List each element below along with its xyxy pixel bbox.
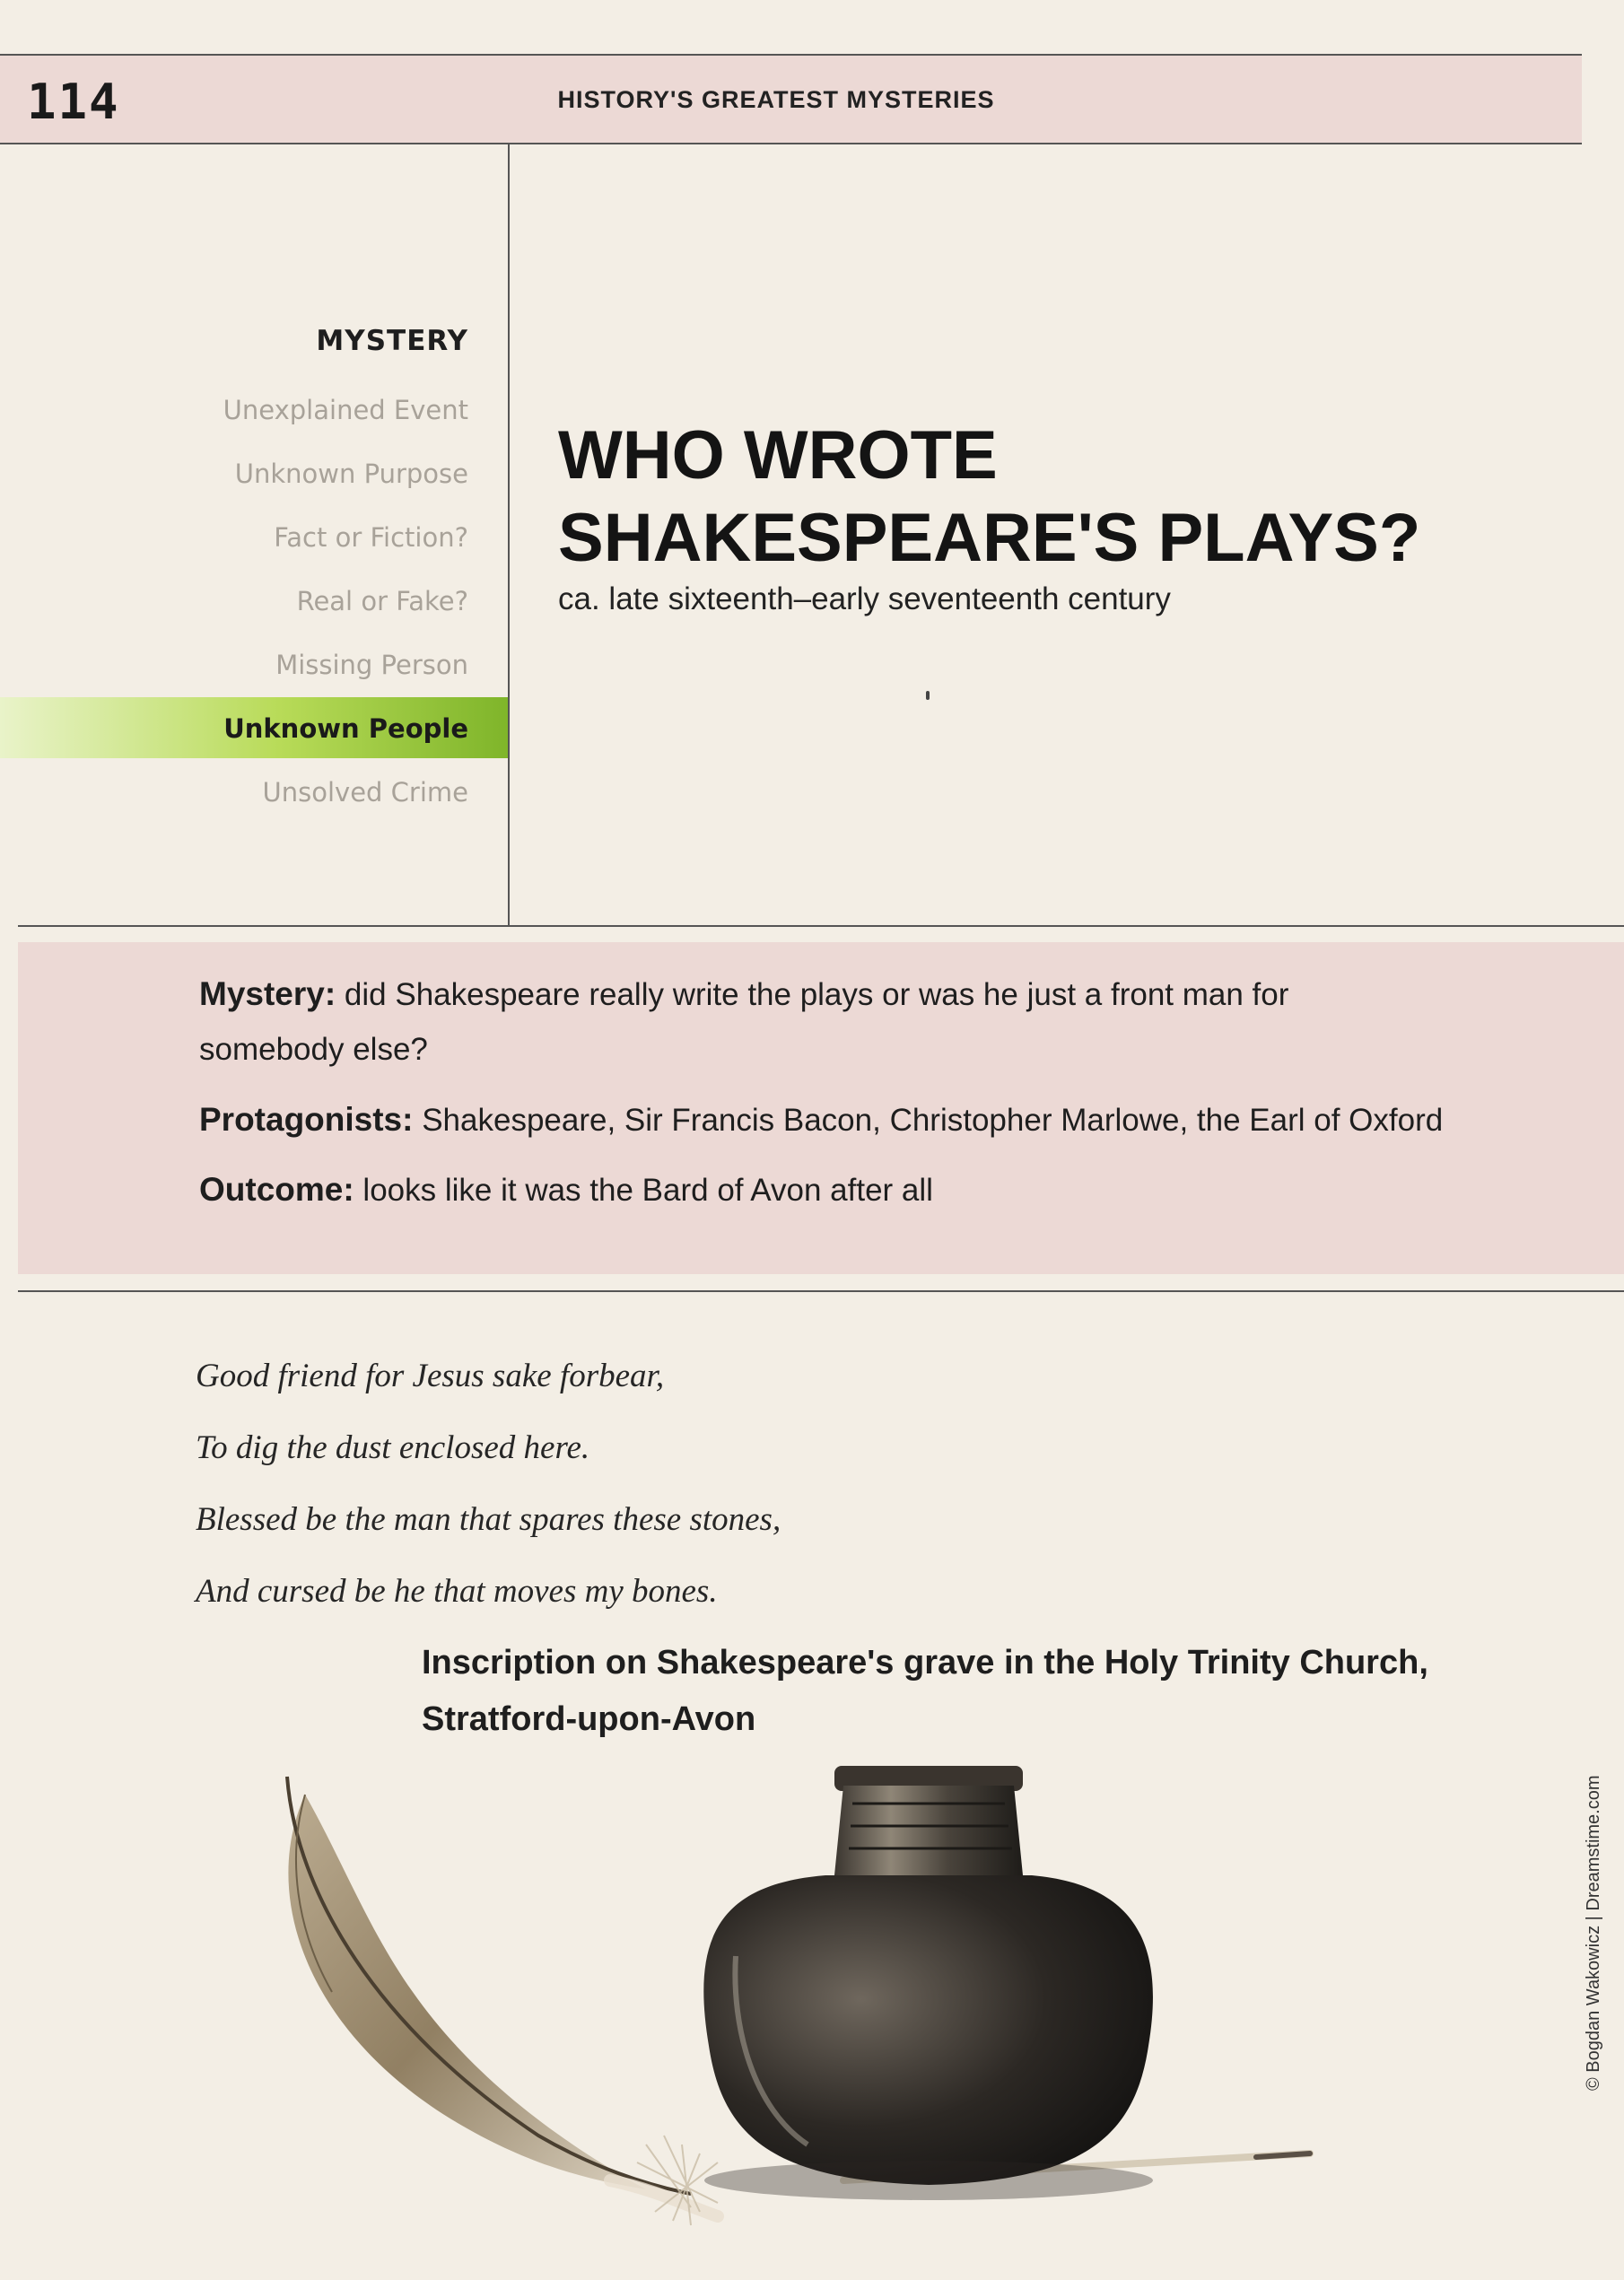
mystery-text: did Shakespeare really write the plays or was he just a front man for xyxy=(344,977,1289,1012)
category-item-real-or-fake: Real or Fake? xyxy=(296,586,468,616)
inkwell xyxy=(703,1766,1153,2200)
attribution-line-2: Stratford-upon-Avon xyxy=(422,1700,756,1738)
running-head: HISTORY'S GREATEST MYSTERIES xyxy=(557,86,995,113)
protagonists-text: Shakespeare, Sir Francis Bacon, Christopher Marlowe, the Earl of Oxford xyxy=(422,1103,1444,1138)
outcome-line xyxy=(199,1171,933,1209)
mystery-line-continued: somebody else? xyxy=(199,1032,428,1067)
title-line-1: WHO WROTE xyxy=(558,417,998,494)
attribution-line-1: Inscription on Shakespeare's grave in the Holy Trinity Church, xyxy=(422,1644,1428,1682)
category-item-missing-person: Missing Person xyxy=(275,650,468,680)
outcome-text: looks like it was the Bard of Avon after all xyxy=(362,1173,933,1208)
date-line: ca. late sixteenth–early seventeenth century xyxy=(558,581,1171,616)
epitaph-line-1: Good friend for Jesus sake forbear, xyxy=(196,1358,665,1394)
page-title xyxy=(558,415,1420,580)
page-number: 114 xyxy=(27,74,120,130)
category-item-fact-or-fiction: Fact or Fiction? xyxy=(274,522,468,553)
protagonists-line xyxy=(199,1101,1443,1139)
category-item-unknown-purpose: Unknown Purpose xyxy=(234,459,468,489)
category-item-unexplained-event: Unexplained Event xyxy=(223,395,468,425)
header-bottom-rule xyxy=(0,143,1582,144)
epitaph-line-3: Blessed be the man that spares these stones, xyxy=(196,1501,781,1538)
outcome-label: Outcome: xyxy=(199,1171,354,1208)
title-line-2: SHAKESPEARE'S PLAYS? xyxy=(558,500,1421,576)
quill-feather xyxy=(287,1777,718,2216)
header-top-rule xyxy=(0,54,1582,56)
category-heading: MYSTERY xyxy=(316,325,468,357)
category-item-unknown-people: Unknown People xyxy=(223,713,468,744)
print-speck xyxy=(926,691,930,700)
column-divider xyxy=(508,144,510,925)
mystery-line xyxy=(199,975,1288,1013)
mystery-label: Mystery: xyxy=(199,975,336,1012)
epitaph-line-4: And cursed be he that moves my bones. xyxy=(196,1573,718,1610)
summary-bottom-rule xyxy=(18,1290,1624,1292)
category-item-unsolved-crime: Unsolved Crime xyxy=(262,777,468,808)
photo-credit: © Bogdan Wakowicz | Dreamstime.com xyxy=(1584,1775,1603,2091)
protagonists-label: Protagonists: xyxy=(199,1101,414,1138)
quill-and-inkwell-image xyxy=(269,1759,1364,2261)
summary-top-rule xyxy=(18,925,1624,927)
epitaph-line-2: To dig the dust enclosed here. xyxy=(196,1429,590,1466)
